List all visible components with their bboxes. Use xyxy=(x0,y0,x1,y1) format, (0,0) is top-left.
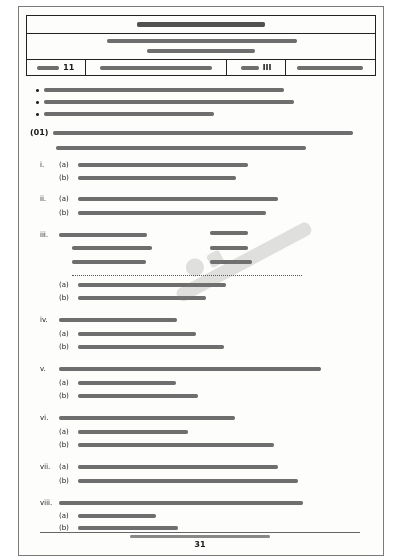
matching-left-item xyxy=(72,260,146,264)
part-roman: viii. xyxy=(40,499,53,507)
duration-cell xyxy=(286,60,375,75)
part-letter: (b) xyxy=(59,441,69,449)
part-letter: (a) xyxy=(59,428,69,436)
part-text xyxy=(78,479,298,483)
matching-right-item xyxy=(210,231,248,235)
part-text xyxy=(78,345,224,349)
instruction-text xyxy=(44,88,284,92)
part-letter: (b) xyxy=(59,477,69,485)
instruction-text xyxy=(44,100,294,104)
question-part xyxy=(40,330,196,338)
matching-right-item xyxy=(210,260,252,264)
department-title xyxy=(137,22,265,27)
part-roman: v. xyxy=(40,365,46,373)
part-text xyxy=(59,501,303,505)
question-part xyxy=(40,316,177,324)
part-letter: (a) xyxy=(59,330,69,338)
part-text xyxy=(78,430,188,434)
part-text xyxy=(78,283,226,287)
grade-value: 11 xyxy=(63,63,75,72)
question-part xyxy=(40,343,224,351)
part-letter: (b) xyxy=(59,294,69,302)
part-letter: (b) xyxy=(59,343,69,351)
bullet-icon xyxy=(36,113,39,116)
part-text xyxy=(78,465,278,469)
question-part xyxy=(40,414,235,422)
part-text xyxy=(59,416,235,420)
part-letter: (a) xyxy=(59,379,69,387)
question-part xyxy=(40,392,198,400)
part-text xyxy=(59,318,177,322)
part-roman: iv. xyxy=(40,316,48,324)
paper-type xyxy=(147,49,255,53)
question-stem-continued xyxy=(56,146,306,150)
duration xyxy=(297,66,363,70)
part-text xyxy=(59,367,321,371)
answer-rule xyxy=(72,275,302,276)
question-part xyxy=(40,477,298,485)
question-stem xyxy=(53,131,353,135)
question-number: (01) xyxy=(30,128,49,137)
part-cell xyxy=(227,60,286,75)
question-part xyxy=(40,174,236,182)
part-letter: (a) xyxy=(59,281,69,289)
footer-rule xyxy=(40,532,360,533)
part-text xyxy=(78,526,178,530)
part-letter: (a) xyxy=(59,463,69,471)
question-header xyxy=(30,128,353,137)
matching-right-item xyxy=(210,246,248,250)
question-part xyxy=(40,499,303,507)
part-letter: (a) xyxy=(59,161,69,169)
question-part xyxy=(40,512,156,520)
part-letter: (a) xyxy=(59,512,69,520)
part-text xyxy=(78,176,236,180)
part-label xyxy=(241,66,259,70)
part-letter: (a) xyxy=(59,195,69,203)
instruction-text xyxy=(44,112,214,116)
question-part xyxy=(40,463,278,471)
part-text xyxy=(78,394,198,398)
part-text xyxy=(78,332,196,336)
matching-left-item xyxy=(72,246,152,250)
part-roman: ii. xyxy=(40,195,47,203)
header-department-box xyxy=(26,15,376,34)
part-roman: i. xyxy=(40,161,45,169)
part-text xyxy=(78,381,176,385)
part-letter: (b) xyxy=(59,174,69,182)
part-text xyxy=(78,296,206,300)
part-text xyxy=(78,211,266,215)
part-text xyxy=(78,443,274,447)
question-part xyxy=(40,231,147,239)
bullet-icon xyxy=(36,101,39,104)
header-title-block xyxy=(26,33,376,59)
part-text xyxy=(78,163,248,167)
part-text xyxy=(59,233,147,237)
instruction-item xyxy=(36,88,284,92)
subject-cell xyxy=(86,60,228,75)
question-part xyxy=(40,428,188,436)
grade-cell xyxy=(27,60,86,75)
part-letter: (b) xyxy=(59,524,69,532)
question-part xyxy=(40,161,248,169)
question-part xyxy=(40,365,321,373)
part-roman: iii. xyxy=(40,231,49,239)
question-part xyxy=(40,379,176,387)
question-part xyxy=(40,441,274,449)
question-part xyxy=(40,281,226,289)
header-info-row xyxy=(26,59,376,76)
part-letter: (b) xyxy=(59,392,69,400)
part-letter: (b) xyxy=(59,209,69,217)
page-number: 31 xyxy=(194,540,206,549)
part-text xyxy=(78,197,278,201)
exam-title xyxy=(107,39,297,43)
part-value: III xyxy=(262,63,272,72)
instruction-item xyxy=(36,112,214,116)
question-part xyxy=(40,524,178,532)
question-part xyxy=(40,209,266,217)
subject xyxy=(100,66,212,70)
part-roman: vi. xyxy=(40,414,49,422)
grade-label xyxy=(37,66,59,70)
footer-text xyxy=(130,535,270,538)
bullet-icon xyxy=(36,89,39,92)
instruction-item xyxy=(36,100,294,104)
question-part xyxy=(40,195,278,203)
question-part xyxy=(40,294,206,302)
part-roman: vii. xyxy=(40,463,51,471)
part-text xyxy=(78,514,156,518)
